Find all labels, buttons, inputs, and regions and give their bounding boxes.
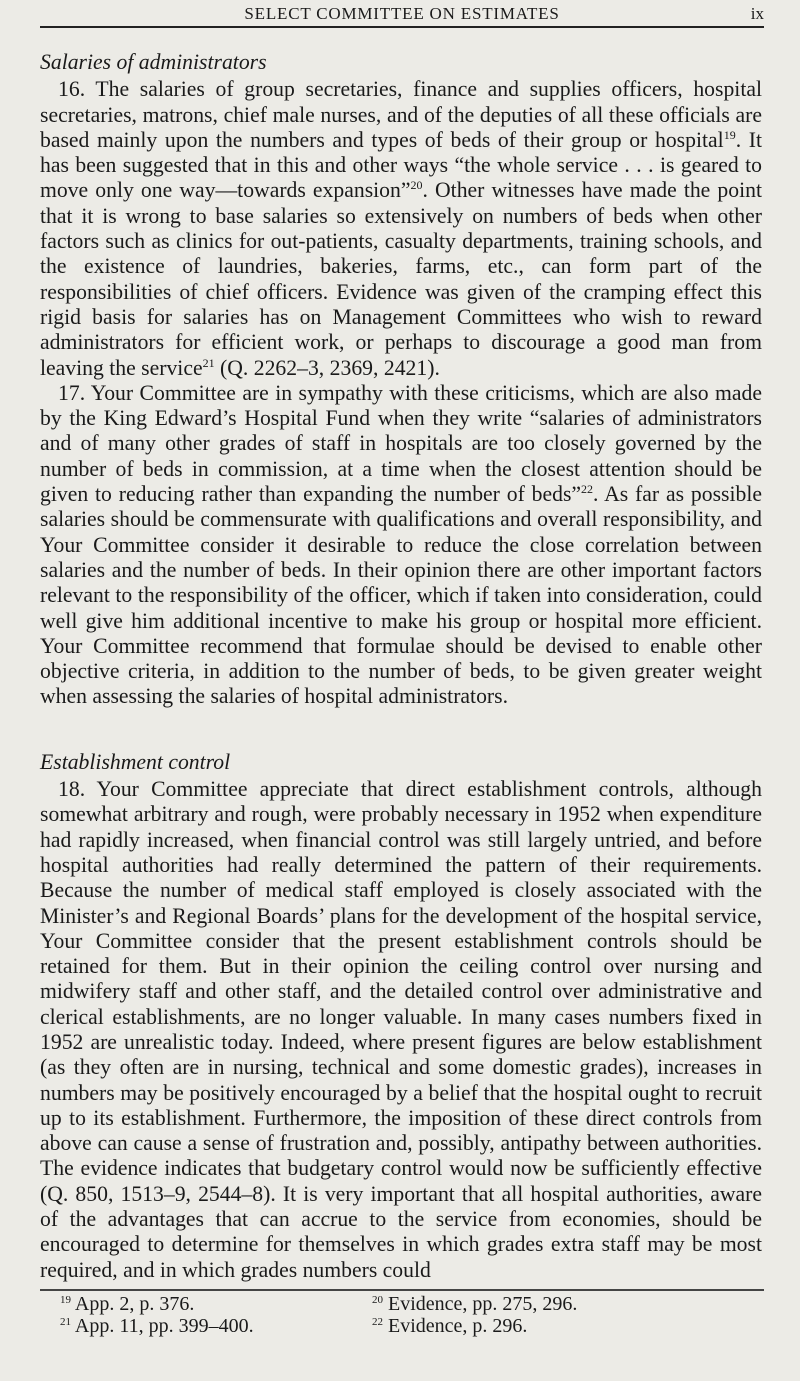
running-head-title: SELECT COMMITTEE ON ESTIMATES bbox=[244, 4, 560, 23]
paragraph bbox=[40, 381, 762, 710]
page-number: ix bbox=[750, 4, 764, 23]
footnote-row bbox=[40, 1293, 762, 1315]
footnote-number: 20 bbox=[372, 1294, 383, 1306]
footnote-text: Evidence, pp. 275, 296. bbox=[388, 1293, 578, 1315]
footnote-marker: 22 bbox=[581, 482, 594, 497]
footnote bbox=[352, 1293, 664, 1315]
footnote-text: App. 11, pp. 399–400. bbox=[74, 1315, 254, 1337]
footnote-text: App. 2, p. 376. bbox=[74, 1293, 195, 1315]
footnote-number: 21 bbox=[60, 1316, 71, 1328]
footnote bbox=[352, 1315, 664, 1337]
footnote-row bbox=[40, 1315, 762, 1337]
footnotes bbox=[40, 1293, 762, 1337]
paragraph bbox=[40, 77, 762, 381]
footnote-rule bbox=[40, 1289, 764, 1291]
running-head bbox=[40, 4, 764, 28]
footnote-text: Evidence, p. 296. bbox=[388, 1315, 528, 1337]
paragraph-text: . As far as possible salaries should be commensurate with qualifications and overall responsibility, and Your Committee consider it desirable to reduce the close correlation between salaries and the number of beds. In their opinion there are other important factors relevant to the responsibility of the officer, which if taken into consideration, could well give him additional incentive to make his group or hospital more efficient. Your Committee recommend that formulae should be devised to enable other objective criteria, in addition to the number of beds, to be given greater weight when assessing the salaries of hospital administrators. bbox=[40, 482, 762, 709]
paragraph-text: 18. Your Committee appreciate that direct establishment controls, although somewhat arbitrary and rough, were probably necessary in 1952 when expenditure had rapidly increased, when financial control was still largely untried, and before hospital authorities had really determined the pattern of their requirements. Because the number of medical staff employed is closely associated with the Minister’s and Regional Boards’ plans for the development of the hospital service, Your Committee consider that the present establishment controls should be retained for them. But in their opinion the ceiling control over nursing and midwifery staff and other staff, and the detailed control over administrative and clerical establishments, are no longer valuable. In many cases numbers fixed in 1952 are unrealistic today. Indeed, where present figures are below establishment (as they often are in nursing, technical and some domestic grades), increases in numbers may be positively encouraged by a belief that the hospital ought to recruit up to its establishment. Furthermore, the imposition of these direct controls from above can cause a sense of frustration and, possibly, antipathy between authorities. The evidence indicates that budgetary control would now be sufficiently effective (Q. 850, 1513–9, 2544–8). It is very important that all hospital authorities, aware of the advantages that can accrue to the service from economies, should be encouraged to determine for themselves in which grades extra staff may be most required, and in which grades numbers could bbox=[40, 777, 762, 1282]
footnote bbox=[40, 1293, 352, 1315]
paragraph-text: . It has been suggested that in this and other ways “the whole service . . . is geared to move only one way—towards expansion” bbox=[40, 127, 763, 203]
footnote-marker: 19 bbox=[723, 127, 736, 142]
section-heading: Salaries of administrators bbox=[40, 50, 267, 74]
footnote-marker: 21 bbox=[202, 355, 215, 370]
section-heading: Establishment control bbox=[40, 749, 231, 774]
paragraph-text: (Q. 2262–3, 2369, 2421). bbox=[214, 355, 440, 380]
paragraph-text: . Other witnesses have made the point that it is wrong to base salaries so extensively on numbers of beds when other factors such as clinics for out-patients, casualty departments, training schools, and the existence of laundries, bakeries, farms, etc., can form part of the responsibilities of chief officers. Evidence was given of the cramping effect this rigid basis for salaries has on Management Committees who wish to reward administrators for efficient work, or perhaps to discourage a good man from leaving the service bbox=[40, 178, 762, 380]
footnote-number: 22 bbox=[372, 1316, 383, 1328]
header-rule bbox=[40, 26, 764, 28]
body-text bbox=[40, 40, 762, 1283]
paragraph-text: 16. The salaries of group secretaries, finance and supplies officers, hospital secretaries, matrons, chief male nurses, and of the deputies of all these officials are based mainly upon the numbers and types of beds of their group or hospital bbox=[40, 77, 762, 152]
paragraph bbox=[40, 777, 762, 1283]
footnote-number: 19 bbox=[60, 1294, 71, 1306]
footnote bbox=[40, 1315, 352, 1337]
paragraph-text: 17. Your Committee are in sympathy with these criticisms, which are also made by the King Edward’s Hospital Fund when they write “salaries of administrators and of many other grades of staff in hospitals are too closely governed by the number of beds in commission, at a time when the closest attention should be given to reducing rather than expanding the number of beds” bbox=[40, 380, 762, 507]
footnote-marker: 20 bbox=[410, 178, 423, 193]
